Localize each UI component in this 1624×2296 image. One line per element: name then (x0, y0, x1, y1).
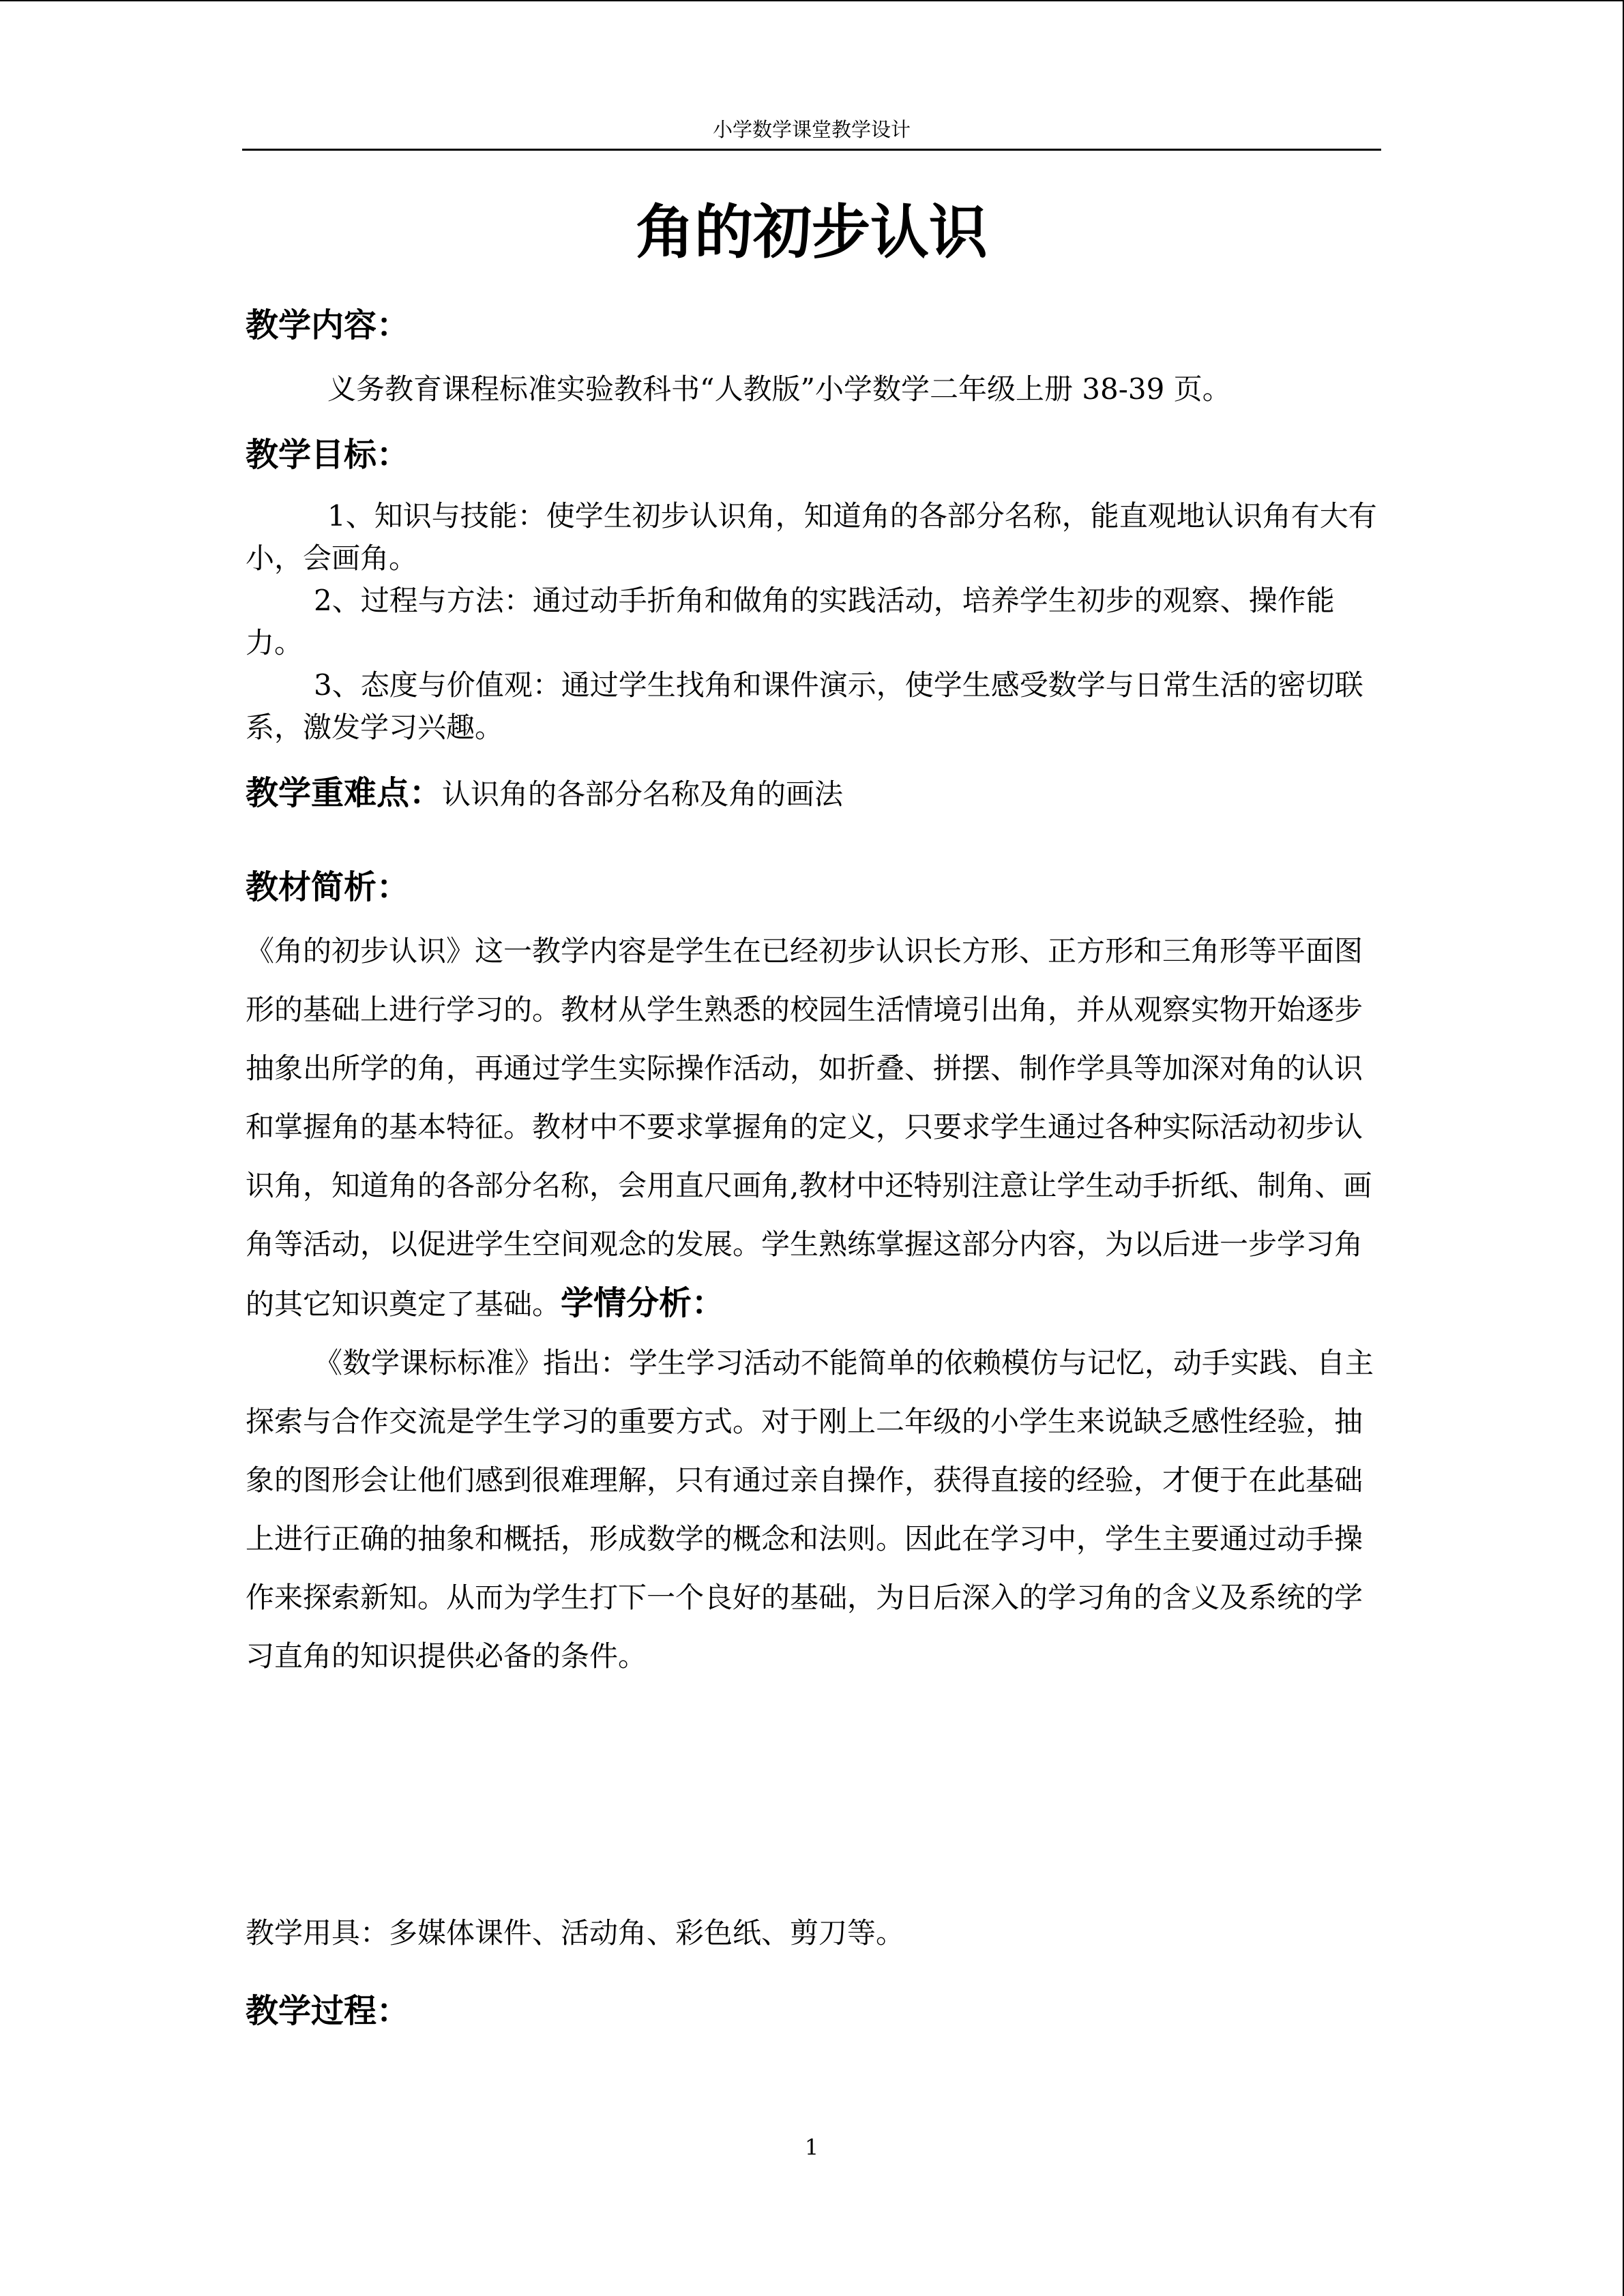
heading-learner-analysis: 学情分析： (561, 1284, 725, 1322)
material-analysis-text: 《角的初步认识》这一教学内容是学生在已经初步认识长方形、正方形和三角形等平面图形的基础上进行学习的。教材从学生熟悉的校园生活情境引出角，并从观察实物开始逐步抽象出所学的角，再通过学生实际操作活动，如折叠、拼摆、制作学具等加深对角的认识和掌握角的基本特征。教材中不要求掌握角的定义，只要求学生通过各种实际活动初步认识角，知道角的各部分名称，会用直尺画角,教材中还特别注意让学生动手折纸、制角、画角等活动，以促进学生空间观念的发展。学生熟练掌握这部分内容，为以后进一步学习角的其它知识奠定了基础。 (246, 934, 1372, 1321)
learner-analysis-text: 《数学课标标准》指出：学生学习活动不能简单的依赖模仿与记忆，动手实践、自主探索与合作交流是学生学习的重要方式。对于刚上二年级的小学生来说缺乏感性经验，抽象的图形会让他们感到很难理解，只有通过亲自操作，获得直接的经验，才便于在此基础上进行正确的抽象和概括，形成数学的概念和法则。因此在学习中，学生主要通过动手操作来探索新知。从而为学生打下一个良好的基础，为日后深入的学习角的含义及系统的学习直角的知识提供必备的条件。 (246, 1346, 1374, 1673)
material-and-learner-block (246, 922, 1378, 1686)
heading-teaching-process: 教学过程： (246, 1992, 410, 2030)
objective-item-1: 1、知识与技能：使学生初步认识角，知道角的各部分名称，能直观地认识角有大有小，会画角。 (246, 499, 1377, 575)
objective-item-3: 3、态度与价值观：通过学生找角和课件演示，使学生感受数学与日常生活的密切联系，激发学习兴趣。 (246, 668, 1363, 744)
material-analysis-paragraph (246, 922, 1378, 1334)
heading-objectives: 教学目标： (246, 436, 410, 474)
heading-teaching-content: 教学内容： (246, 306, 410, 344)
heading-material-analysis: 教材简析： (246, 868, 410, 906)
key-points-text: 认识角的各部分名称及角的画法 (442, 777, 844, 811)
objective-item-2: 2、过程与方法：通过动手折角和做角的实践活动，培养学生初步的观察、操作能力。 (246, 584, 1335, 659)
teaching-content-text: 义务教育课程标准实验教科书“人教版”小学数学二年级上册 38-39 页。 (327, 372, 1231, 406)
key-points-line (246, 771, 1378, 823)
header-rule (242, 149, 1381, 151)
running-header: 小学数学课堂教学设计 (712, 118, 911, 141)
teaching-tools-text: 教学用具：多媒体课件、活动角、彩色纸、剪刀等。 (246, 1916, 905, 1950)
document-title: 角的初步认识 (636, 198, 988, 267)
heading-key-points: 教学重难点： (246, 774, 443, 812)
page-number: 1 (804, 2134, 819, 2160)
